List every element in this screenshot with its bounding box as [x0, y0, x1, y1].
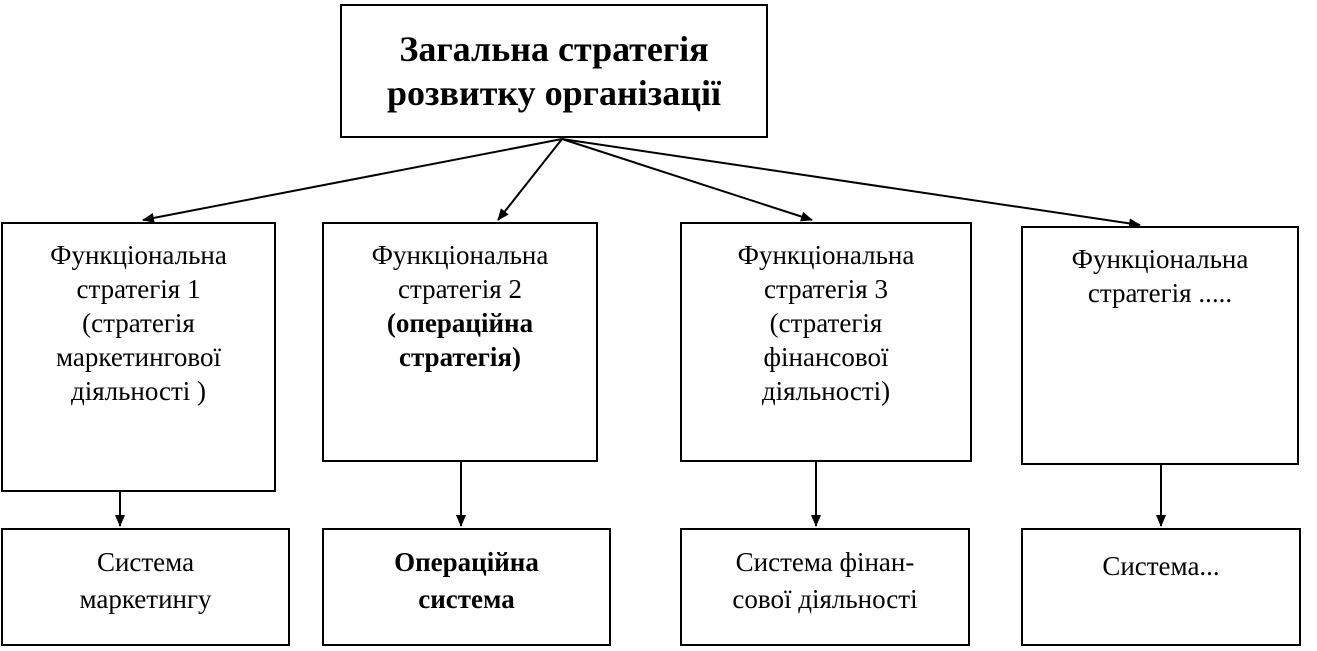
strategy-text-line-bold: (операційна	[386, 308, 534, 338]
strategy-text-line: стратегія 1	[76, 274, 201, 304]
arrow-root-to-strategy-4	[562, 139, 1140, 225]
strategy-text-line: маркетингової	[56, 342, 221, 372]
strategy-text-line-bold: стратегія)	[398, 342, 521, 372]
general-strategy-line: розвитку організації	[387, 73, 721, 113]
system-text-line: Операційна	[394, 547, 539, 577]
arrow-root-to-strategy-1	[143, 139, 562, 220]
strategy-text-line: фінансової	[763, 342, 889, 372]
general-strategy-line: Загальна стратегія	[399, 29, 709, 69]
strategy-text-line: Функціональна	[371, 240, 549, 270]
system-box-1	[1, 528, 290, 646]
arrow-root-to-strategy-3	[562, 139, 812, 220]
system-box-2	[322, 528, 611, 646]
system-text-line: Система	[96, 547, 195, 577]
system-text-line: маркетингу	[79, 584, 212, 614]
functional-strategy-box-1	[1, 222, 276, 492]
system-text-line: Система фінан-	[735, 547, 915, 577]
strategy-text-line: Функціональна	[1071, 244, 1249, 274]
strategy-text-line: стратегія .....	[1087, 278, 1233, 308]
system-box-3	[680, 528, 970, 646]
system-text-line: сової діяльності	[732, 584, 918, 614]
strategy-text-line: (стратегія	[769, 308, 883, 338]
functional-strategy-box-3	[680, 222, 972, 462]
strategy-text-line: діяльності)	[761, 376, 891, 406]
strategy-text-line: стратегія 2	[398, 274, 522, 304]
strategy-text-line: діяльності )	[70, 376, 207, 406]
strategy-text-line: (стратегія	[82, 308, 195, 338]
arrow-root-to-strategy-2	[498, 139, 562, 220]
strategy-text-line: стратегія 3	[764, 274, 888, 304]
system-box-4	[1021, 528, 1301, 646]
system-text-line: система	[418, 584, 515, 614]
functional-strategy-box-4	[1021, 226, 1299, 465]
system-text-line: Система...	[1102, 551, 1220, 581]
functional-strategy-box-2	[322, 222, 598, 462]
strategy-text-line: Функціональна	[737, 240, 915, 270]
general-strategy-box	[340, 4, 768, 138]
strategy-text-line: Функціональна	[50, 240, 227, 270]
